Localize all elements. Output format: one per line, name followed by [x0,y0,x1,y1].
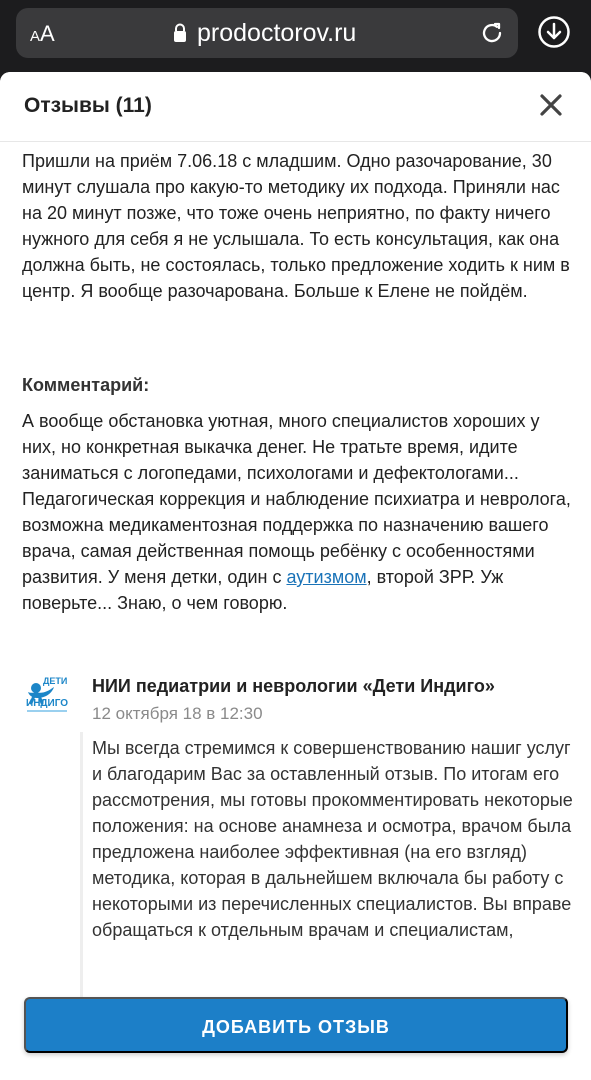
reply-divider [80,732,83,1032]
review-text: Пришли на приём 7.06.18 с младшим. Одно разочарование, 30 минут слушала про какую-то методику их подхода. Приняли нас на 20 минут позже, что тоже очень неприятно, по факту ничего нужного для себя я не услышала. То есть консультация, как она должна быть, не состоялась, только предложение ходить к ним в центр. Я вообще разочарована. Больше к Елене не пойдём. [22,151,570,301]
comment-text-after-link: , второй ЗРР. Уж поверьте... Знаю, о чем говорю. [22,567,504,613]
comment-heading: Комментарий: [22,375,150,395]
text-size-button[interactable] [30,21,55,47]
add-review-button[interactable]: ДОБАВИТЬ ОТЗЫВ [24,997,568,1053]
browser-toolbar [0,0,591,72]
autism-link[interactable]: аутизмом [286,567,367,587]
clinic-name[interactable]: НИИ педиатрии и неврологии «Дети Индиго» [92,676,495,696]
close-icon[interactable] [539,93,563,117]
reviews-title: Отзывы (11) [24,94,152,117]
logo-text-bottom: ИНДИГО [26,698,69,709]
logo-text-top: ДЕТИ [43,676,68,686]
reviews-sheet [0,72,591,1080]
reply-date: 12 октября 18 в 12:30 [92,704,263,723]
clinic-reply-text: Мы всегда стремимся к совершенствованию нашиг услуг и благодарим Вас за оставленный отзыв. По итогам его рассмотрения, мы готовы прокомментировать некоторые положения: на основе анамнеза и осмотра, врачом была предложена наиболее эффективная (на его взгляд) методика, которая в дальнейшем включала бы работу с некоторыми из перечисленных специалистов. Вы вправе обращаться к отдельным врачам и специалистам, [92,738,573,940]
text-size-large-label: A [40,21,55,46]
url-text: prodoctorov.ru [197,19,357,47]
comment-text [22,408,572,616]
comment-text-before-link: А вообще обстановка уютная, много специалистов хороших у них, но конкретная выкачка денег. Не тратьте время, идите заниматься с логопедами, психологами и дефектологами... Педагогическая коррекция и наблюдение психиатра и невролога, возможна медикаментозная поддержка по назначению вашего врача, самая действенная помощь ребёнку с особенностями развития. У меня детки, один с [22,411,571,587]
url-field[interactable] [16,8,518,58]
reload-icon[interactable] [480,21,504,45]
clinic-logo [24,676,70,718]
text-size-small-label: A [30,28,41,45]
sheet-header [0,72,591,142]
lock-icon [173,23,187,43]
download-icon[interactable] [537,15,571,49]
